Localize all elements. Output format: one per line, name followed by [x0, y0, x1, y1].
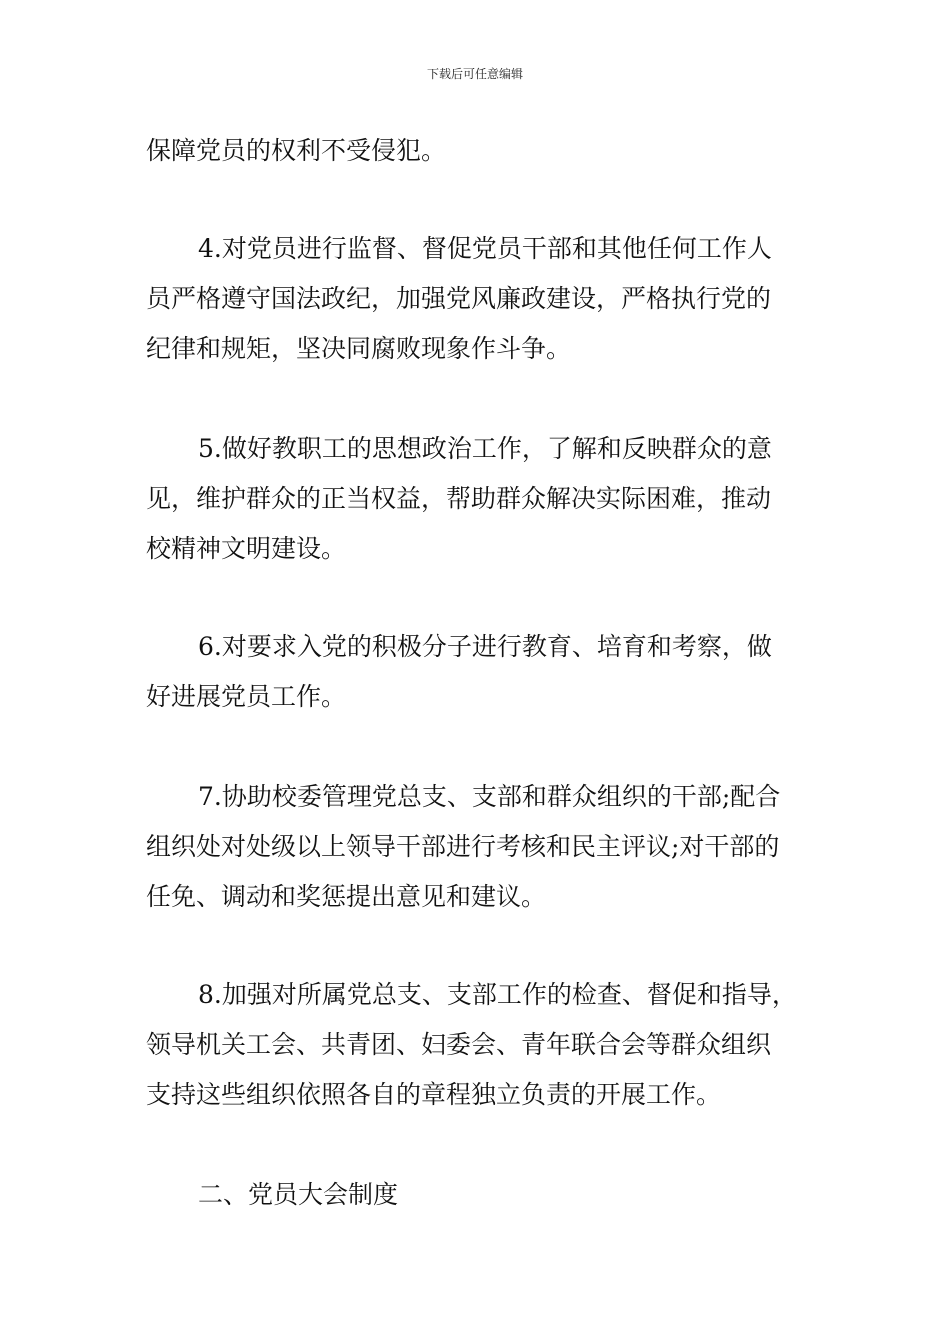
text-line: 6.对要求入党的积极分子进行教育、培育和考察，做 — [198, 632, 772, 661]
paragraph-item-5 — [146, 424, 816, 574]
text-line: 保障党员的权利不受侵犯。 — [146, 136, 447, 165]
text-line: 领导机关工会、共青团、妇委会、青年联合会等群众组织 — [146, 1030, 772, 1059]
text-line: 见，维护群众的正当权益，帮助群众解决实际困难，推动 — [146, 484, 772, 513]
paragraph-continuation — [146, 126, 816, 176]
text-line: 5.做好教职工的思想政治工作，了解和反映群众的意 — [198, 434, 772, 463]
text-line: 好进展党员工作。 — [146, 682, 347, 711]
paragraph-item-6 — [146, 622, 816, 722]
text-line: 员严格遵守国法政纪，加强党风廉政建设，严格执行党的 — [146, 284, 772, 313]
heading-text: 二、党员大会制度 — [198, 1180, 399, 1209]
paragraph-item-4 — [146, 224, 816, 374]
text-line: 8.加强对所属党总支、支部工作的检查、督促和指导， — [198, 980, 797, 1009]
section-heading — [146, 1170, 816, 1220]
text-line: 校精神文明建设。 — [146, 534, 347, 563]
text-line: 纪律和规矩，坚决同腐败现象作斗争。 — [146, 334, 572, 363]
text-line: 组织处对处级以上领导干部进行考核和民主评议;对干部的 — [146, 832, 780, 861]
text-line: 支持这些组织依照各自的章程独立负责的开展工作。 — [146, 1080, 722, 1109]
page-header-note: 下载后可任意编辑 — [426, 67, 523, 81]
text-line: 7.协助校委管理党总支、支部和群众组织的干部;配合 — [198, 782, 781, 811]
paragraph-item-7 — [146, 772, 816, 922]
text-line: 任免、调动和奖惩提出意见和建议。 — [146, 882, 547, 911]
text-line: 4.对党员进行监督、督促党员干部和其他任何工作人 — [198, 234, 772, 263]
paragraph-item-8 — [146, 970, 816, 1120]
